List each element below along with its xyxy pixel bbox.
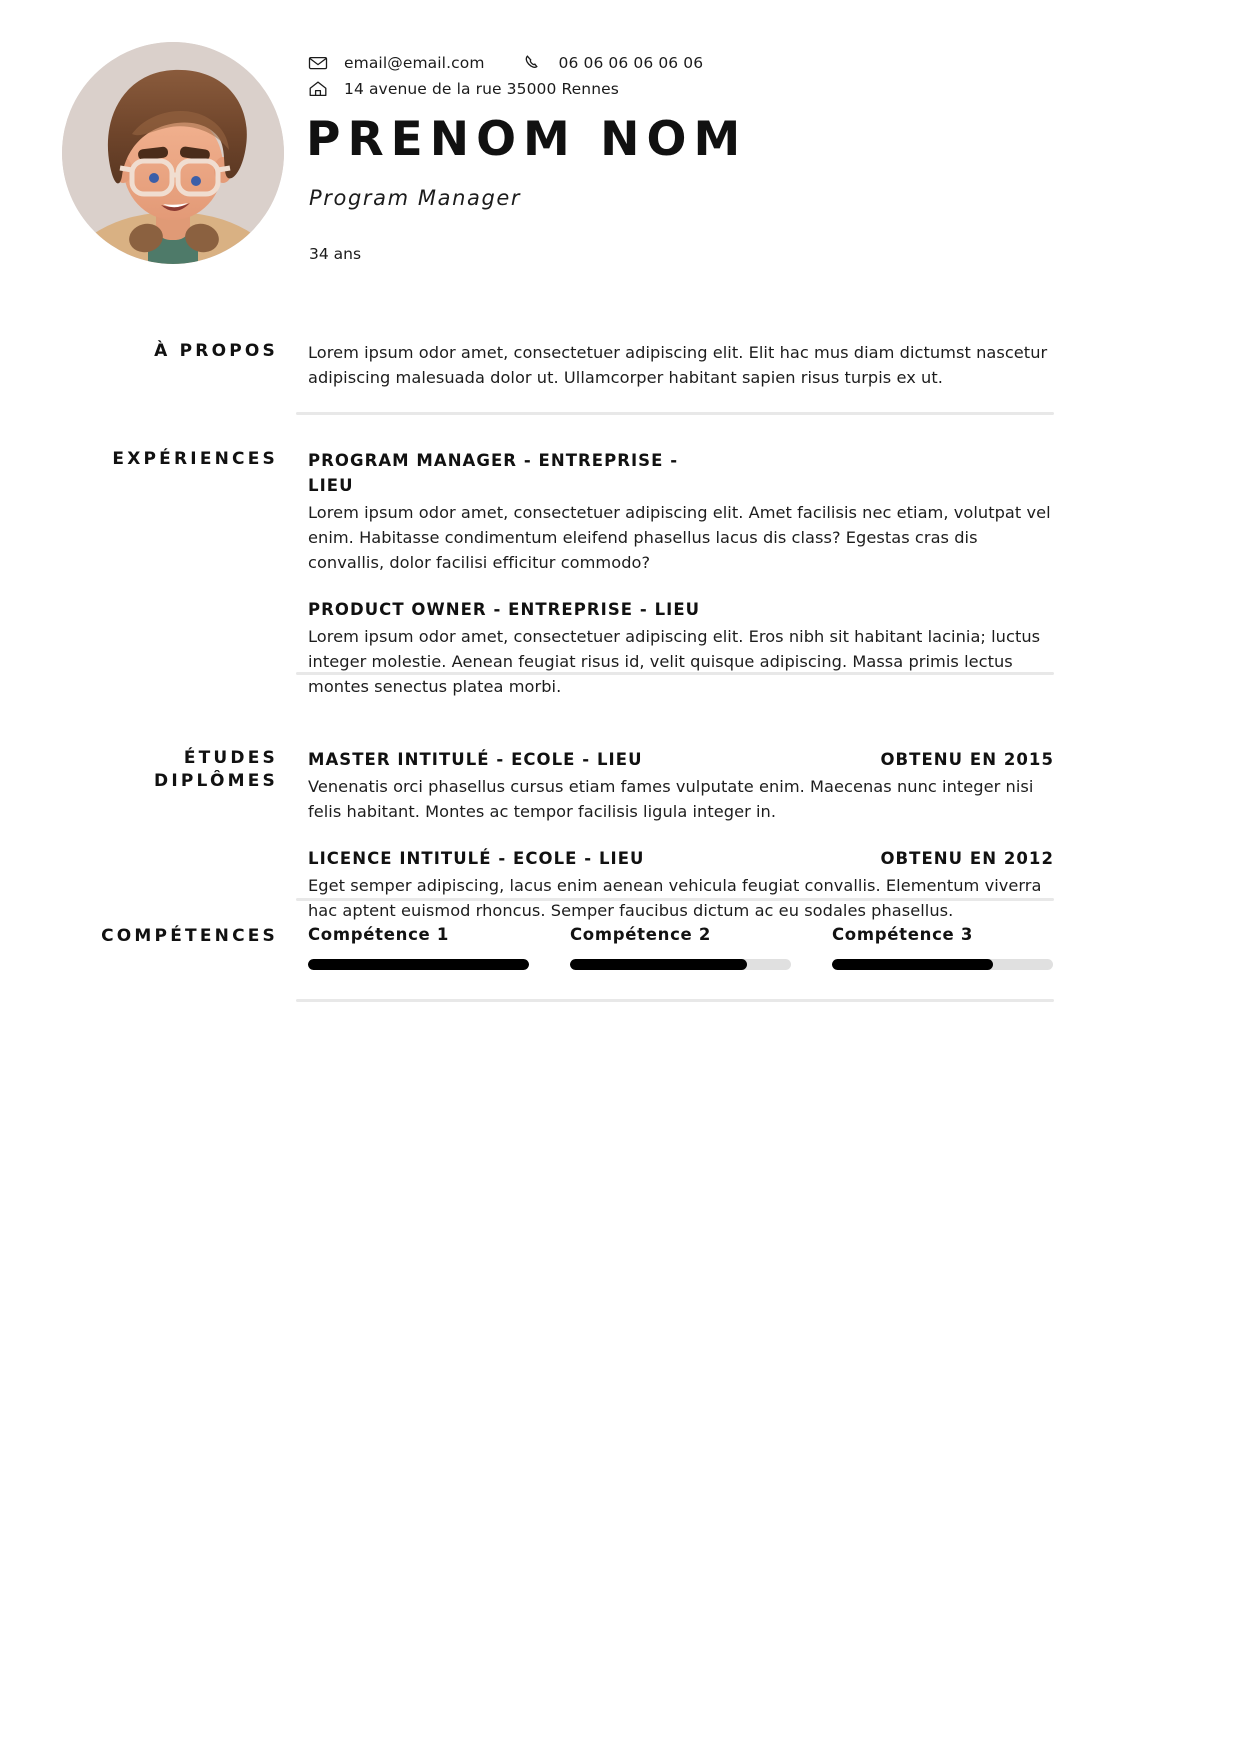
email-text: email@email.com [344,54,485,72]
experience-item [308,448,1054,575]
divider-after-skills [296,999,1054,1002]
about-body [308,340,1054,390]
skill-progress-track [308,959,529,970]
section-label-education-line2: DIPLÔMES [154,771,278,791]
skill-progress-fill [308,959,529,970]
education-title: LICENCE INTITULÉ - ECOLE - LIEU [308,849,645,868]
header [0,0,1241,300]
about-text: Lorem ipsum odor amet, consectetuer adipiscing elit. Elit hac mus diam dictumst nascetur adipiscing malesuada dolor ut. Ullamcorper habitant sapien risus turpis ex ut. [308,343,1048,387]
education-header-row [308,846,1054,871]
skill-item [570,925,791,970]
skill-name: Compétence 1 [308,925,450,944]
section-label-education [0,747,278,793]
contact-block [308,50,1068,102]
experience-title: PROGRAM MANAGER - ENTREPRISE - LIEU [308,451,679,495]
divider-after-education [296,898,1054,901]
skill-item [308,925,529,970]
home-icon [308,79,328,99]
skills-body [308,925,1054,970]
education-body [308,747,1054,923]
page-title: PRENOM NOM [306,112,748,167]
divider-after-about [296,412,1054,415]
envelope-icon [308,53,328,73]
skill-name: Compétence 3 [832,925,974,944]
address-cell [308,79,619,99]
section-label-education-line1: ÉTUDES [183,748,278,768]
education-description: Venenatis orci phasellus cursus etiam fames vulputate enim. Maecenas nunc integer nisi felis habitant. Montes ac tempor facilisis ligula integer in. [308,777,1034,821]
section-label-about: À PROPOS [154,341,278,361]
experience-item [308,597,1054,699]
avatar [62,42,284,264]
skill-progress-fill [832,959,993,970]
divider-after-experience [296,672,1054,675]
education-description: Eget semper adipiscing, lacus enim aenean vehicula feugiat convallis. Elementum viverra hac aptent euismod rhoncus. Semper faucibus dictum ac eu sodales phasellus. [308,876,1042,920]
experience-title: PRODUCT OWNER - ENTREPRISE - LIEU [308,600,701,619]
education-date: OBTENU EN 2012 [880,849,1054,868]
skill-progress-track [570,959,791,970]
contact-row-primary [308,50,1068,76]
experience-description: Lorem ipsum odor amet, consectetuer adipiscing elit. Amet facilisis nec etiam, volutpat vel enim. Habitasse condimentum eleifend phasellus lacus dis class? Egestas cras dis convallis, dolor facilisi efficitur commodo? [308,503,1051,572]
job-title: Program Manager [309,186,522,210]
skill-progress-track [832,959,1053,970]
education-header-row [308,747,1054,772]
skills-list [308,925,1054,970]
age-text: 34 ans [309,245,362,263]
section-label-experience: EXPÉRIENCES [112,449,278,469]
phone-text: 06 06 06 06 06 06 [558,54,704,72]
profile-photo-illustration [62,42,284,264]
experience-description: Lorem ipsum odor amet, consectetuer adipiscing elit. Eros nibh sit habitant lacinia; luctus integer molestie. Aenean feugiat risus id, velit quisque adipiscing. Massa primis lectus montes senectus platea morbi. [308,627,1041,696]
education-title: MASTER INTITULÉ - ECOLE - LIEU [308,750,643,769]
email-cell[interactable] [308,53,485,73]
skill-name: Compétence 2 [570,925,712,944]
experience-body [308,448,1054,699]
address-text: 14 avenue de la rue 35000 Rennes [344,80,619,98]
education-item [308,747,1054,824]
section-label-skills: COMPÉTENCES [101,926,278,946]
skill-progress-fill [570,959,747,970]
skill-item [832,925,1053,970]
education-date: OBTENU EN 2015 [880,750,1054,769]
education-item [308,846,1054,923]
contact-row-address [308,76,1068,102]
phone-icon [523,53,543,73]
phone-cell[interactable] [523,53,704,73]
